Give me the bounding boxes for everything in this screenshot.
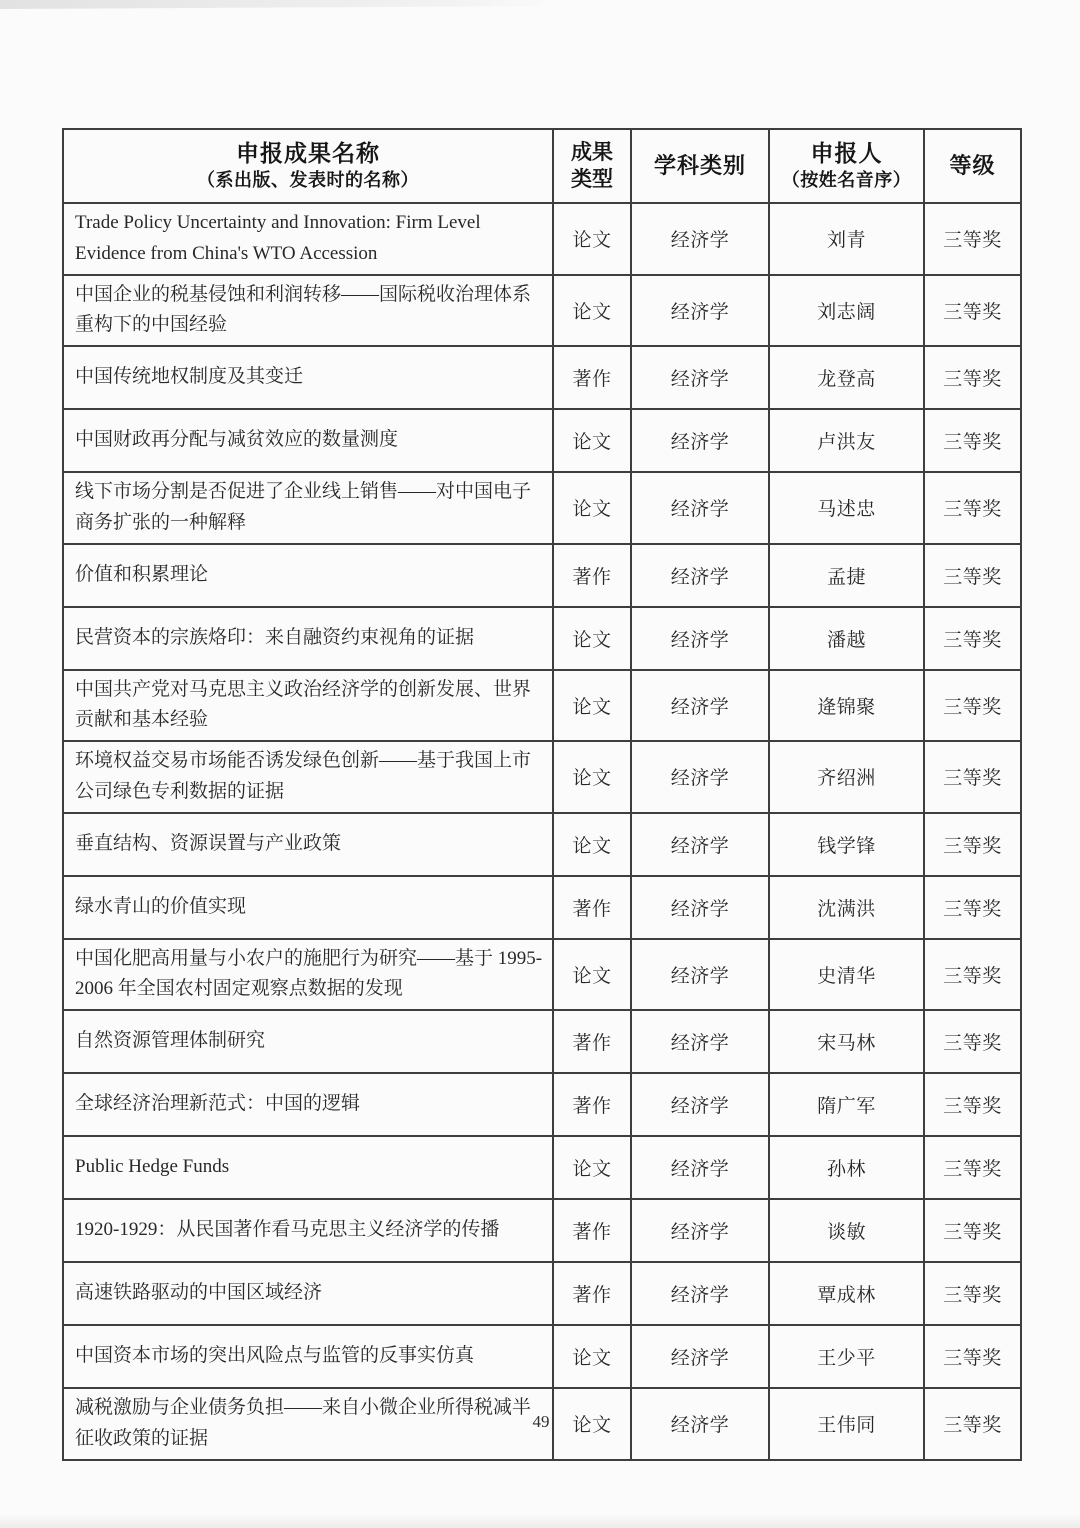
grade-cell: 三等奖 <box>924 670 1021 742</box>
subject-category-cell: 经济学 <box>631 607 769 670</box>
applicant-cell: 钱学锋 <box>769 813 924 876</box>
table-row <box>63 741 1021 813</box>
applicant-cell: 隋广军 <box>769 1073 924 1136</box>
achievement-name-cell: 中国共产党对马克思主义政治经济学的创新发展、世界贡献和基本经验 <box>63 670 553 742</box>
achievement-name-cell: 减税激励与企业债务负担——来自小微企业所得税减半征收政策的证据 <box>63 1388 553 1460</box>
column-header-grade <box>924 129 1021 203</box>
grade-cell: 三等奖 <box>924 346 1021 409</box>
scan-artifact-bottom <box>0 1514 1080 1528</box>
column-header-subject-category <box>631 129 769 203</box>
achievement-type-cell: 论文 <box>553 741 631 813</box>
table-row <box>63 472 1021 544</box>
table-row <box>63 1325 1021 1388</box>
grade-cell: 三等奖 <box>924 1073 1021 1136</box>
subject-category-cell: 经济学 <box>631 1388 769 1460</box>
grade-cell: 三等奖 <box>924 275 1021 347</box>
table-row <box>63 203 1021 275</box>
table-header <box>63 129 1021 203</box>
applicant-cell: 卢洪友 <box>769 409 924 472</box>
achievement-name-header-title: 申报成果名称 <box>236 141 380 167</box>
grade-cell: 三等奖 <box>924 607 1021 670</box>
achievement-type-cell: 论文 <box>553 939 631 1011</box>
achievement-name-cell: 价值和积累理论 <box>63 544 553 607</box>
subject-category-cell: 经济学 <box>631 1073 769 1136</box>
achievement-name-cell: 线下市场分割是否促进了企业线上销售——对中国电子商务扩张的一种解释 <box>63 472 553 544</box>
achievement-type-cell: 论文 <box>553 1136 631 1199</box>
table-row <box>63 346 1021 409</box>
achievement-name-cell: 全球经济治理新范式：中国的逻辑 <box>63 1073 553 1136</box>
achievement-name-cell: 中国财政再分配与减贫效应的数量测度 <box>63 409 553 472</box>
achievement-name-cell: 高速铁路驱动的中国区域经济 <box>63 1262 553 1325</box>
applicant-cell: 沈满洪 <box>769 876 924 939</box>
applicant-cell: 王伟同 <box>769 1388 924 1460</box>
subject-category-cell: 经济学 <box>631 1262 769 1325</box>
applicant-header-title: 申报人 <box>810 141 883 167</box>
column-header-applicant <box>769 129 924 203</box>
column-header-achievement-type <box>553 129 631 203</box>
grade-cell: 三等奖 <box>924 1262 1021 1325</box>
achievement-type-cell: 著作 <box>553 544 631 607</box>
grade-cell: 三等奖 <box>924 741 1021 813</box>
grade-cell: 三等奖 <box>924 876 1021 939</box>
achievement-type-cell: 论文 <box>553 607 631 670</box>
achievement-name-cell: 自然资源管理体制研究 <box>63 1010 553 1073</box>
applicant-cell: 谈敏 <box>769 1199 924 1262</box>
subject-category-cell: 经济学 <box>631 472 769 544</box>
applicant-cell: 孙林 <box>769 1136 924 1199</box>
applicant-cell: 王少平 <box>769 1325 924 1388</box>
subject-category-cell: 经济学 <box>631 813 769 876</box>
achievement-type-cell: 著作 <box>553 1073 631 1136</box>
achievement-name-cell: Trade Policy Uncertainty and Innovation: Firm Level Evidence from China's WTO Accession <box>63 203 553 275</box>
achievement-name-header-subtitle: （系出版、发表时的名称） <box>197 170 419 191</box>
subject-category-cell: 经济学 <box>631 544 769 607</box>
subject-category-cell: 经济学 <box>631 741 769 813</box>
achievement-type-cell: 著作 <box>553 1262 631 1325</box>
table-row <box>63 1136 1021 1199</box>
applicant-cell: 潘越 <box>769 607 924 670</box>
page-number: 49 <box>532 1412 550 1431</box>
table-row <box>63 1073 1021 1136</box>
achievement-type-header-line2: 类型 <box>571 167 613 191</box>
grade-cell: 三等奖 <box>924 203 1021 275</box>
subject-category-cell: 经济学 <box>631 1325 769 1388</box>
achievement-type-cell: 论文 <box>553 670 631 742</box>
subject-category-cell: 经济学 <box>631 876 769 939</box>
subject-category-cell: 经济学 <box>631 1010 769 1073</box>
achievement-type-cell: 论文 <box>553 813 631 876</box>
subject-category-header-label: 学科类别 <box>653 152 746 178</box>
achievement-type-cell: 论文 <box>553 409 631 472</box>
grade-cell: 三等奖 <box>924 409 1021 472</box>
achievement-name-cell: 中国传统地权制度及其变迁 <box>63 346 553 409</box>
achievement-name-cell: 中国企业的税基侵蚀和利润转移——国际税收治理体系重构下的中国经验 <box>63 275 553 347</box>
grade-cell: 三等奖 <box>924 544 1021 607</box>
achievement-type-cell: 论文 <box>553 275 631 347</box>
achievement-type-cell: 论文 <box>553 472 631 544</box>
achievement-name-cell: 中国化肥高用量与小农户的施肥行为研究——基于 1995-2006 年全国农村固定观察点数据的发现 <box>63 939 553 1011</box>
column-header-achievement-name <box>63 129 553 203</box>
awards-table <box>62 128 1022 1461</box>
grade-cell: 三等奖 <box>924 939 1021 1011</box>
header-row <box>63 129 1021 203</box>
grade-cell: 三等奖 <box>924 1325 1021 1388</box>
subject-category-cell: 经济学 <box>631 409 769 472</box>
table-row <box>63 876 1021 939</box>
table-row <box>63 813 1021 876</box>
applicant-cell: 史清华 <box>769 939 924 1011</box>
grade-cell: 三等奖 <box>924 1199 1021 1262</box>
scan-artifact-top <box>0 0 560 9</box>
applicant-cell: 刘志阔 <box>769 275 924 347</box>
achievement-type-cell: 著作 <box>553 346 631 409</box>
table-row <box>63 939 1021 1011</box>
table-row <box>63 607 1021 670</box>
table-row <box>63 409 1021 472</box>
achievement-name-cell: 绿水青山的价值实现 <box>63 876 553 939</box>
grade-cell: 三等奖 <box>924 813 1021 876</box>
applicant-cell: 齐绍洲 <box>769 741 924 813</box>
achievement-name-cell: 1920-1929：从民国著作看马克思主义经济学的传播 <box>63 1199 553 1262</box>
achievement-name-cell: 环境权益交易市场能否诱发绿色创新——基于我国上市公司绿色专利数据的证据 <box>63 741 553 813</box>
subject-category-cell: 经济学 <box>631 275 769 347</box>
subject-category-cell: 经济学 <box>631 670 769 742</box>
applicant-cell: 马述忠 <box>769 472 924 544</box>
applicant-cell: 孟捷 <box>769 544 924 607</box>
applicant-cell: 宋马林 <box>769 1010 924 1073</box>
grade-cell: 三等奖 <box>924 472 1021 544</box>
grade-cell: 三等奖 <box>924 1010 1021 1073</box>
table-row <box>63 1262 1021 1325</box>
grade-cell: 三等奖 <box>924 1388 1021 1460</box>
subject-category-cell: 经济学 <box>631 939 769 1011</box>
subject-category-cell: 经济学 <box>631 203 769 275</box>
achievement-name-cell: 民营资本的宗族烙印：来自融资约束视角的证据 <box>63 607 553 670</box>
applicant-cell: 刘青 <box>769 203 924 275</box>
achievement-name-cell: Public Hedge Funds <box>63 1136 553 1199</box>
achievement-type-cell: 著作 <box>553 876 631 939</box>
table-row <box>63 544 1021 607</box>
subject-category-cell: 经济学 <box>631 1199 769 1262</box>
achievement-name-cell: 中国资本市场的突出风险点与监管的反事实仿真 <box>63 1325 553 1388</box>
achievement-type-cell: 论文 <box>553 1325 631 1388</box>
subject-category-cell: 经济学 <box>631 346 769 409</box>
achievement-type-header-line1: 成果 <box>571 139 613 164</box>
applicant-cell: 覃成林 <box>769 1262 924 1325</box>
applicant-cell: 逄锦聚 <box>769 670 924 742</box>
table-row <box>63 670 1021 742</box>
grade-header-label: 等级 <box>949 152 996 178</box>
subject-category-cell: 经济学 <box>631 1136 769 1199</box>
table-row <box>63 1199 1021 1262</box>
applicant-header-subtitle: （按姓名音序） <box>781 170 912 191</box>
table-body <box>63 203 1021 1460</box>
achievement-type-cell: 论文 <box>553 1388 631 1460</box>
achievement-type-cell: 著作 <box>553 1199 631 1262</box>
achievement-type-cell: 著作 <box>553 1010 631 1073</box>
table-row <box>63 1010 1021 1073</box>
achievement-name-cell: 垂直结构、资源误置与产业政策 <box>63 813 553 876</box>
achievement-type-cell: 论文 <box>553 203 631 275</box>
applicant-cell: 龙登高 <box>769 346 924 409</box>
table-row <box>63 275 1021 347</box>
grade-cell: 三等奖 <box>924 1136 1021 1199</box>
